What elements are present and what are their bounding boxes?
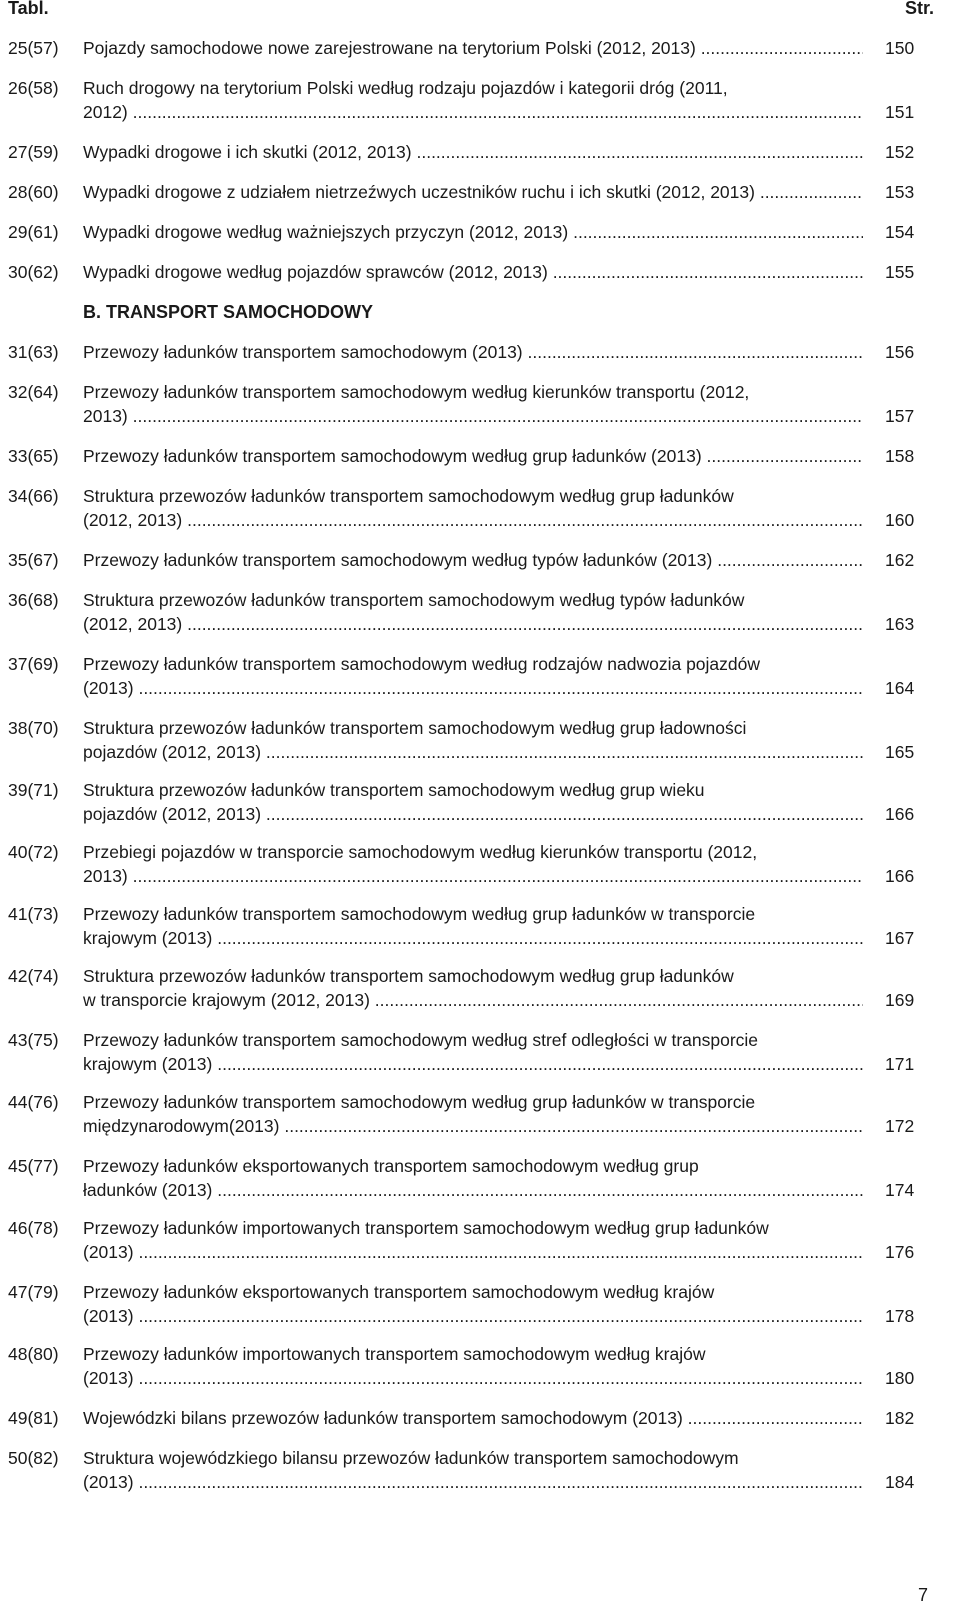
toc-entry-title-line: (2013) .....	[83, 1368, 863, 1389]
toc-entry-number: 32(64)	[8, 382, 59, 402]
toc-entry-title-line: międzynarodowym(2013) .....	[83, 1116, 863, 1137]
toc-entry-page: 155	[885, 262, 915, 282]
toc-entry-title-line: 2013) .....	[83, 406, 863, 427]
toc-entry-title-line: Struktura przewozów ładunków transportem samochodowym według grup ładunków	[83, 486, 734, 506]
toc-entry-page: 152	[885, 142, 915, 162]
toc-entry-number: 28(60)	[8, 182, 59, 202]
toc-entry-number: 45(77)	[8, 1156, 59, 1176]
toc-entry-title-line: Przewozy ładunków transportem samochodowym według grup ładunków w transporcie	[83, 904, 756, 924]
toc-entry-title-line: Struktura przewozów ładunków transportem samochodowym według grup ładunków	[83, 966, 734, 986]
toc-entry-page: 169	[885, 990, 915, 1010]
header-tabl-label: Tabl.	[8, 0, 49, 18]
toc-entry-number: 46(78)	[8, 1218, 59, 1238]
toc-entry-page: 178	[885, 1306, 915, 1326]
toc-entry-title-line: krajowym (2013) .....	[83, 928, 863, 949]
toc-entry-title-line: Przewozy ładunków transportem samochodowym według rodzajów nadwozia pojazdów	[83, 654, 761, 674]
toc-entry-number: 48(80)	[8, 1344, 59, 1364]
toc-entry-page: 182	[885, 1408, 915, 1428]
toc-entry-number: 27(59)	[8, 142, 59, 162]
toc-entry-number: 39(71)	[8, 780, 59, 800]
toc-entry-title-line: Przewozy ładunków transportem samochodowym (2013) .....	[83, 342, 863, 363]
toc-entry-title-line: Struktura wojewódzkiego bilansu przewozów ładunków transportem samochodowym	[83, 1448, 739, 1468]
page-number: 7	[918, 1585, 929, 1605]
toc-entry-number: 29(61)	[8, 222, 59, 242]
toc-entry-title-line: (2013) .....	[83, 1242, 863, 1263]
toc-entry-page: 162	[885, 550, 915, 570]
toc-entry-title-line: Wypadki drogowe z udziałem nietrzeźwych uczestników ruchu i ich skutki (2012, 2013) .....	[83, 182, 863, 203]
toc-entry-page: 174	[885, 1180, 915, 1200]
toc-entry-page: 158	[885, 446, 915, 466]
header-str-label: Str.	[905, 0, 935, 18]
toc-entry-title-line: Wypadki drogowe według pojazdów sprawców (2012, 2013) .....	[83, 262, 863, 283]
toc-entry-number: 36(68)	[8, 590, 59, 610]
toc-entry-number: 42(74)	[8, 966, 59, 986]
toc-entry-title-line: Pojazdy samochodowe nowe zarejestrowane na terytorium Polski (2012, 2013) .....	[83, 38, 863, 59]
toc-entry-number: 30(62)	[8, 262, 59, 282]
toc-entry-title-line: ładunków (2013) .....	[83, 1180, 863, 1201]
toc-entry-title-line: (2013) .....	[83, 1306, 863, 1327]
toc-entry-title-line: Przebiegi pojazdów w transporcie samochodowym według kierunków transportu (2012,	[83, 842, 758, 862]
toc-entry-title-line: Wypadki drogowe i ich skutki (2012, 2013) .....	[83, 142, 863, 163]
toc-entry-number: 40(72)	[8, 842, 59, 862]
toc-entry-number: 33(65)	[8, 446, 59, 466]
toc-entry-page: 167	[885, 928, 915, 948]
toc-entry-title-line: 2012) .....	[83, 102, 863, 123]
toc-entry-page: 172	[885, 1116, 915, 1136]
toc-entry-title-line: Przewozy ładunków eksportowanych transportem samochodowym według grup	[83, 1156, 699, 1176]
toc-entry-number: 41(73)	[8, 904, 59, 924]
toc-entry-number: 25(57)	[8, 38, 59, 58]
toc-entry-title-line: w transporcie krajowym (2012, 2013) .....	[83, 990, 863, 1011]
toc-entry-page: 156	[885, 342, 915, 362]
toc-entry-number: 50(82)	[8, 1448, 59, 1468]
toc-entry-page: 171	[885, 1054, 915, 1074]
toc-entry-title-line: 2013) .....	[83, 866, 863, 887]
toc-entry-title-line: Przewozy ładunków transportem samochodowym według grup ładunków (2013) .....	[83, 446, 863, 467]
toc-entry-number: 47(79)	[8, 1282, 59, 1302]
toc-entry-title-line: Przewozy ładunków transportem samochodowym według grup ładunków w transporcie	[83, 1092, 756, 1112]
toc-entry-page: 166	[885, 866, 915, 886]
toc-entry-page: 176	[885, 1242, 915, 1262]
toc-entry-title-line: Przewozy ładunków eksportowanych transportem samochodowym według krajów	[83, 1282, 715, 1302]
toc-entry-title-line: Przewozy ładunków transportem samochodowym według stref odległości w transporcie	[83, 1030, 759, 1050]
toc-entry-page: 184	[885, 1472, 915, 1492]
toc-entry-number: 34(66)	[8, 486, 59, 506]
toc-entry-page: 153	[885, 182, 915, 202]
toc-entry-title-line: krajowym (2013) .....	[83, 1054, 863, 1075]
toc-entry-number: 31(63)	[8, 342, 59, 362]
toc-entry-number: 44(76)	[8, 1092, 59, 1112]
toc-entry-title-line: (2012, 2013) .....	[83, 510, 863, 531]
toc-entry-page: 180	[885, 1368, 915, 1388]
toc-entry-number: 43(75)	[8, 1030, 59, 1050]
toc-entry-title-line: Przewozy ładunków importowanych transportem samochodowym według krajów	[83, 1344, 706, 1364]
toc-entry-page: 160	[885, 510, 915, 530]
toc-entry-title-line: (2013) .....	[83, 1472, 863, 1493]
toc-entry-page: 150	[885, 38, 915, 58]
toc-entry-title-line: (2013) .....	[83, 678, 863, 699]
toc-entry-title-line: Przewozy ładunków transportem samochodowym według typów ładunków (2013) .....	[83, 550, 863, 571]
toc-entry-number: 26(58)	[8, 78, 59, 98]
toc-entry-page: 157	[885, 406, 915, 426]
toc-entry-number: 38(70)	[8, 718, 59, 738]
toc-entry-title-line: Wypadki drogowe według ważniejszych przyczyn (2012, 2013) .....	[83, 222, 863, 243]
toc-entry-number: 35(67)	[8, 550, 59, 570]
toc-entry-title-line: Struktura przewozów ładunków transportem samochodowym według grup wieku	[83, 780, 705, 800]
toc-entry-page: 154	[885, 222, 915, 242]
toc-entry-title-line: Ruch drogowy na terytorium Polski według rodzaju pojazdów i kategorii dróg (2011,	[83, 78, 728, 98]
toc-entry-title-line: Wojewódzki bilans przewozów ładunków transportem samochodowym (2013) .....	[83, 1408, 863, 1429]
toc-entry-title-line: Przewozy ładunków importowanych transportem samochodowym według grup ładunków	[83, 1218, 769, 1238]
toc-entry-page: 163	[885, 614, 915, 634]
toc-entry-title-line: Struktura przewozów ładunków transportem samochodowym według typów ładunków	[83, 590, 745, 610]
toc-entry-title-line: (2012, 2013) .....	[83, 614, 863, 635]
toc-entry-title-line: Struktura przewozów ładunków transportem samochodowym według grup ładowności	[83, 718, 747, 738]
toc-entry-page: 166	[885, 804, 915, 824]
toc-entry-page: 165	[885, 742, 915, 762]
toc-entry-title-line: Przewozy ładunków transportem samochodowym według kierunków transportu (2012,	[83, 382, 750, 402]
section-heading: B. TRANSPORT SAMOCHODOWY	[83, 302, 373, 322]
toc-entry-number: 49(81)	[8, 1408, 59, 1428]
toc-entry-page: 164	[885, 678, 915, 698]
toc-entry-title-line: pojazdów (2012, 2013) .....	[83, 804, 863, 825]
toc-entry-page: 151	[885, 102, 915, 122]
toc-entry-title-line: pojazdów (2012, 2013) .....	[83, 742, 863, 763]
toc-entry-number: 37(69)	[8, 654, 59, 674]
